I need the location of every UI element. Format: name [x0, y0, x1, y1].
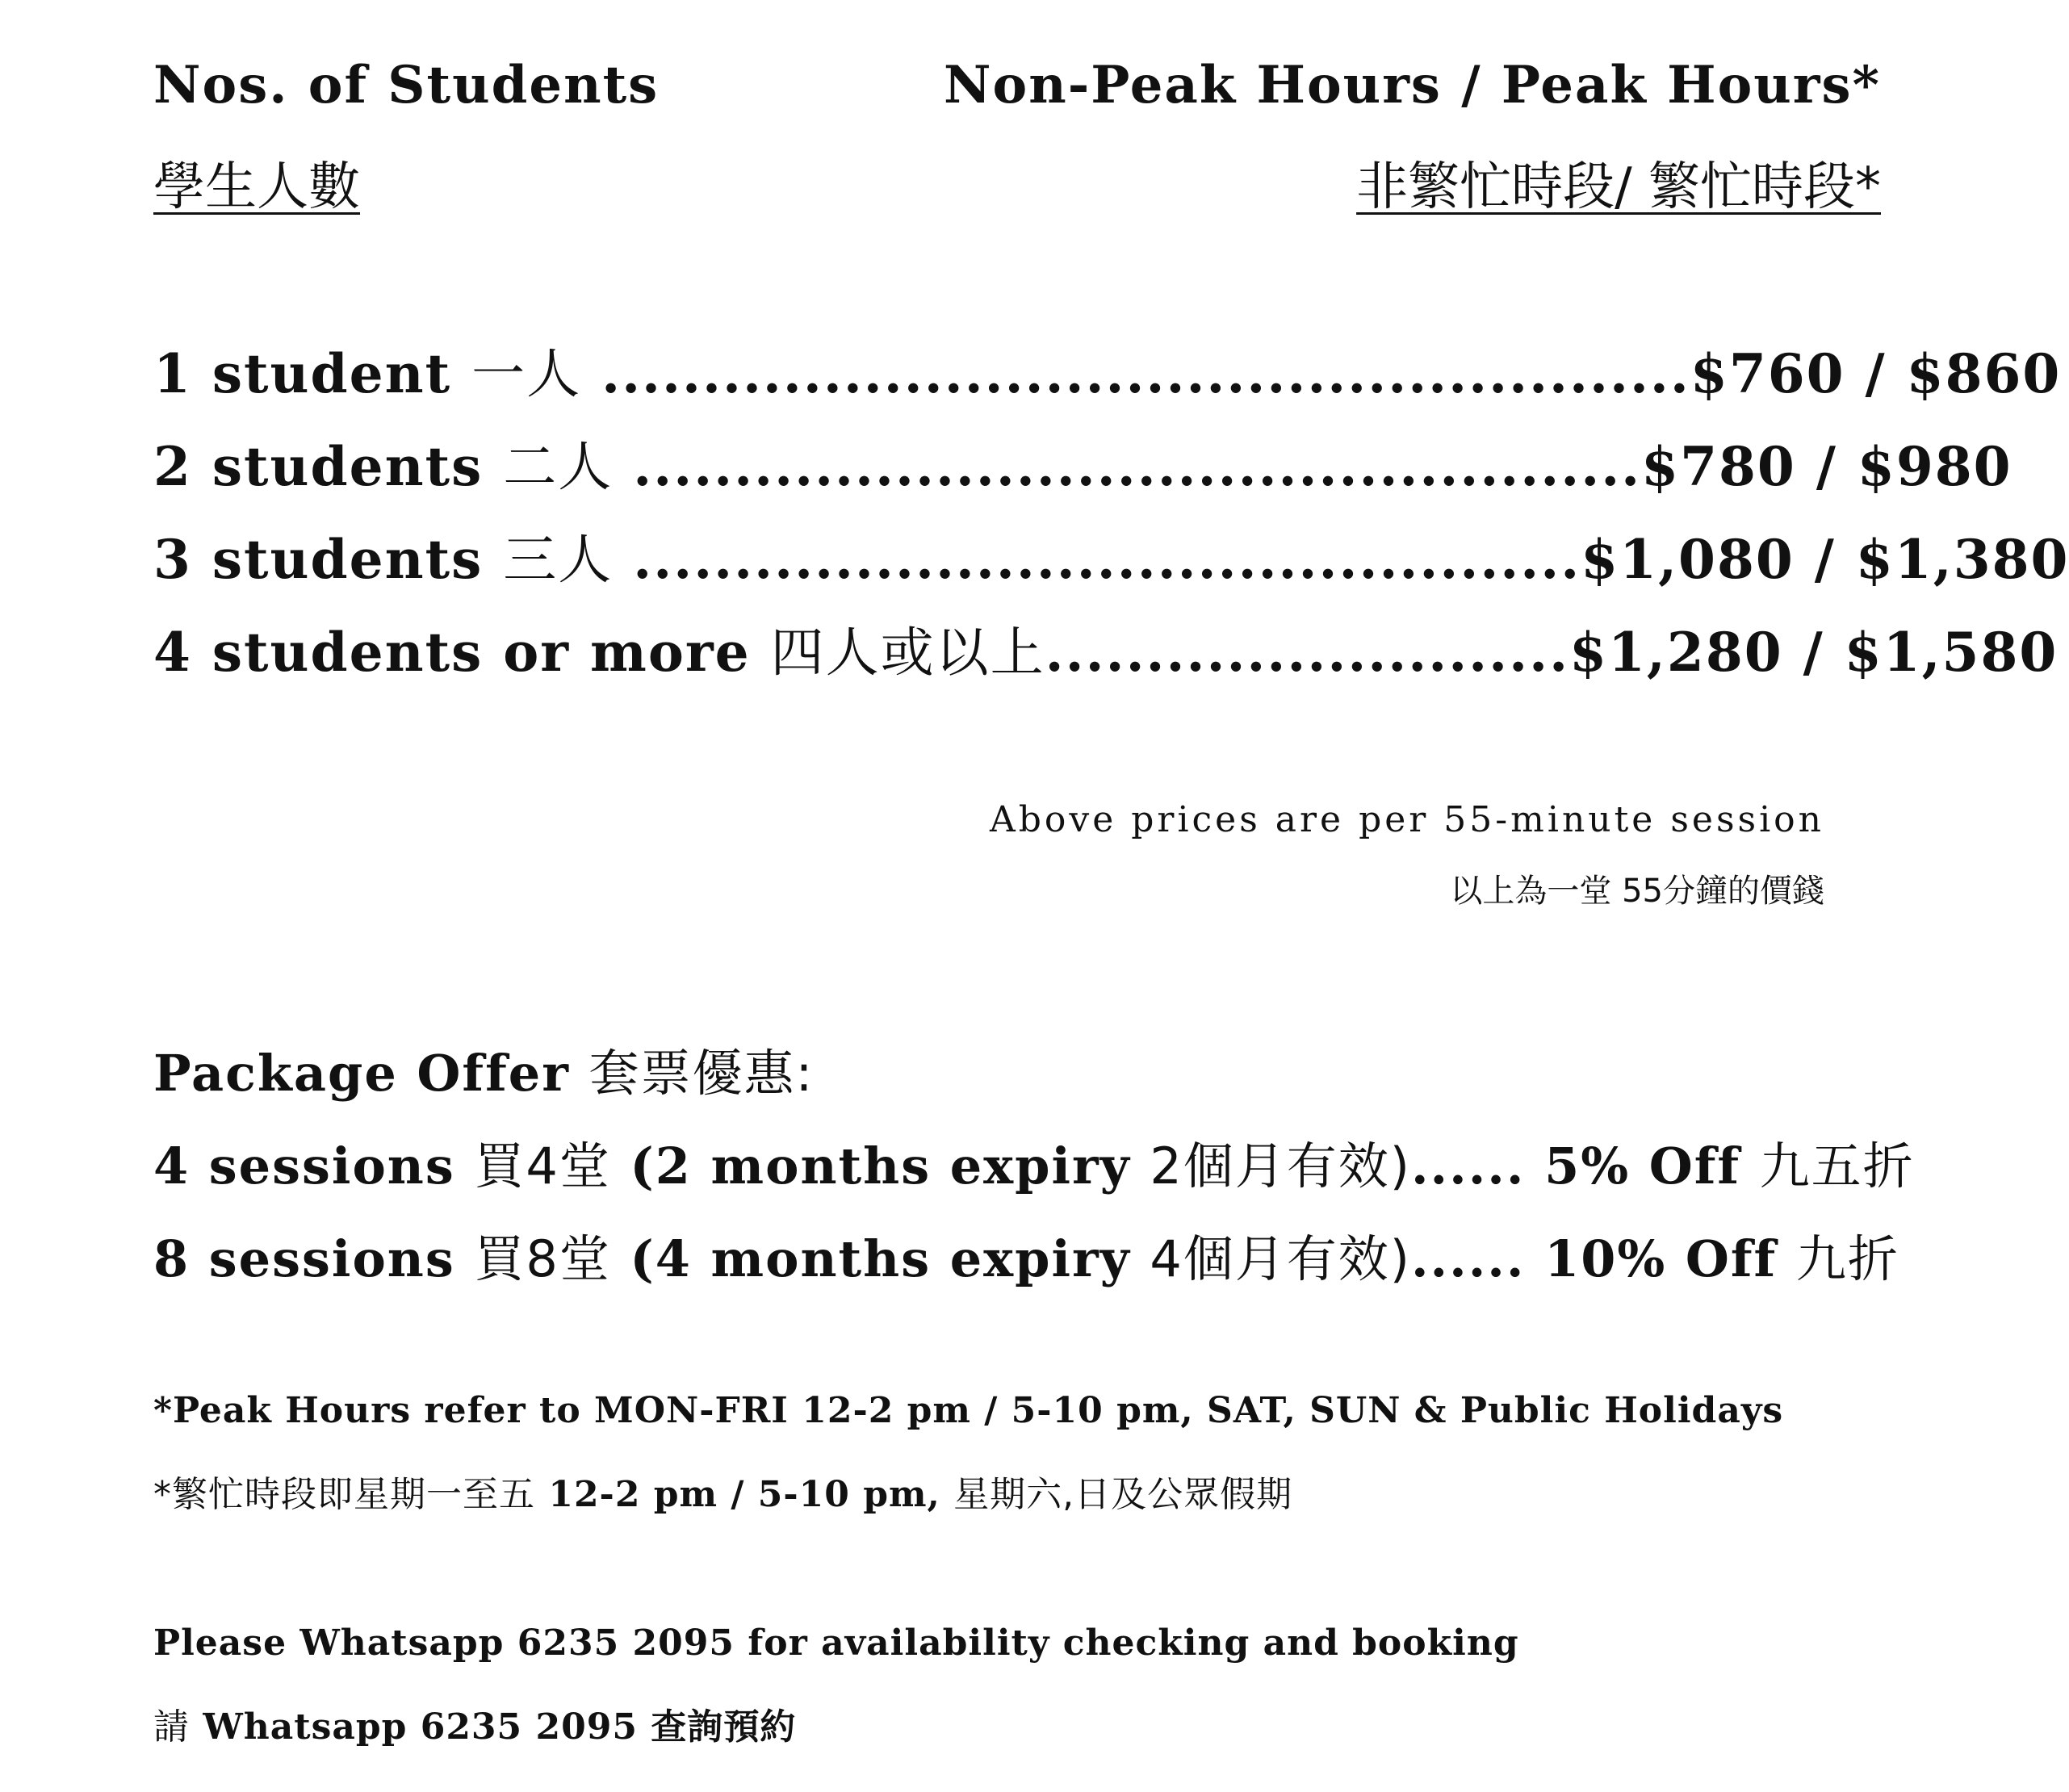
row-label-zh: 三人 — [503, 529, 614, 591]
students-header: Nos. of Students — [153, 55, 660, 115]
package-discount-zh: 九折 — [1795, 1229, 1899, 1288]
row-label: 4 students or more — [153, 621, 751, 684]
contact-info: Please Whatsapp 6235 2095 for availability checking and booking — [153, 1622, 1519, 1664]
price-row — [153, 517, 2069, 593]
package-title-en: Package Offer — [153, 1044, 570, 1103]
peak-note-zh-prefix: *繁忙時段即星期一至五 — [153, 1474, 535, 1515]
package-expiry-zh: 2個月有效) — [1150, 1137, 1411, 1195]
package-sessions: 4 sessions — [153, 1137, 455, 1195]
peak-hours-note-zh — [153, 1465, 1292, 1517]
package-discount-zh: 九五折 — [1759, 1137, 1915, 1195]
package-sessions-zh: 買8堂 — [474, 1229, 611, 1288]
package-expiry: (4 months expiry — [630, 1229, 1131, 1288]
contact-info-zh — [153, 1698, 796, 1749]
price-row — [153, 609, 2058, 686]
row-label: 3 students — [153, 528, 484, 591]
row-leader-dots: .................................................. — [613, 435, 1642, 498]
package-title — [153, 1033, 814, 1105]
contact-whatsapp: Whatsapp 6235 2095 — [203, 1706, 638, 1748]
row-label: 1 student — [153, 342, 452, 405]
package-leader-dots: ...... — [1410, 1137, 1526, 1195]
price-note-zh: 以上為一堂 55分鐘的價錢 — [1450, 873, 1824, 910]
students-header-zh: 學生人數 — [153, 157, 360, 217]
row-label-zh: 四人或以上 — [770, 622, 1045, 684]
price-row — [153, 424, 2012, 500]
row-label: 2 students — [153, 435, 484, 498]
package-sessions: 8 sessions — [153, 1229, 455, 1288]
package-discount: 10% Off — [1544, 1229, 1778, 1288]
row-price: $1,080 / $1,380 — [1581, 528, 2069, 591]
row-leader-dots: ............................................... — [613, 528, 1581, 591]
package-leader-dots: ...... — [1410, 1229, 1526, 1288]
package-expiry: (2 months expiry — [630, 1137, 1131, 1195]
row-price: $780 / $980 — [1641, 435, 2012, 498]
row-leader-dots: ...................................................... — [581, 342, 1690, 405]
package-sessions-zh: 買4堂 — [474, 1137, 611, 1195]
package-discount: 5% Off — [1544, 1137, 1741, 1195]
hours-header-zh: 非繁忙時段/ 繁忙時段* — [1356, 157, 1881, 217]
row-price: $760 / $860 — [1690, 342, 2062, 405]
row-label-zh: 一人 — [471, 343, 582, 405]
price-note: Above prices are per 55-minute session — [989, 799, 1824, 840]
peak-note-times: 12-2 pm / 5-10 pm, — [548, 1474, 940, 1515]
package-expiry-zh: 4個月有效) — [1150, 1229, 1411, 1288]
row-price: $1,280 / $1,580 — [1569, 621, 2059, 684]
package-item — [153, 1219, 1899, 1291]
peak-note-zh-suffix: 星期六,日及公眾假期 — [953, 1474, 1293, 1515]
row-leader-dots: .......................... — [1045, 621, 1570, 684]
contact-zh-suffix: 查詢預約 — [651, 1706, 797, 1748]
package-item — [153, 1126, 1915, 1198]
price-row — [153, 331, 2061, 408]
peak-hours-note: *Peak Hours refer to MON-FRI 12-2 pm / 5-10 pm, SAT, SUN & Public Holidays — [153, 1390, 1784, 1431]
hours-header: Non-Peak Hours / Peak Hours* — [944, 55, 1881, 115]
contact-zh-prefix: 請 — [153, 1706, 190, 1748]
row-label-zh: 二人 — [503, 436, 614, 498]
package-title-zh: 套票優惠: — [588, 1044, 815, 1103]
